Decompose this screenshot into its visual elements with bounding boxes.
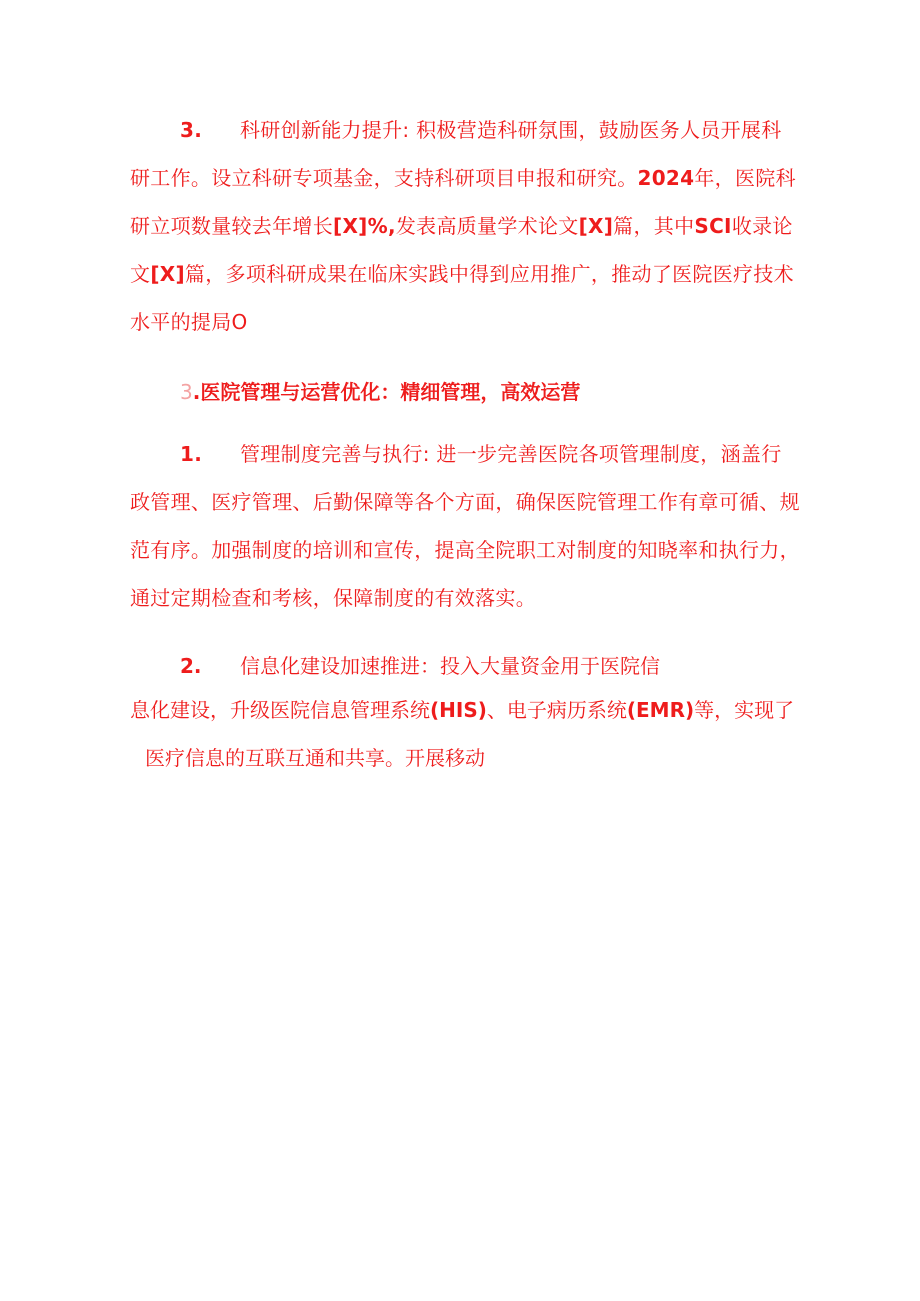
section-heading	[180, 372, 580, 412]
section-number: 3	[180, 380, 193, 404]
paragraph-informatization-line3	[145, 738, 485, 778]
text-segment: 科研创新能力提升: 积极营造科研氛围，鼓励医务人员开展科研工作。设立科研专项基金，支持科研项目申报和研究。	[130, 118, 782, 190]
paragraph-informatization-line2	[130, 690, 794, 730]
line-text: 息化建设，升级医院信息管理系统	[130, 698, 430, 722]
paragraph-text: 管理制度完善与执行: 进一步完善医院各项管理制度，涵盖行政管理、医疗管理、后勤保障等各个方面，确保医院管理工作有章可循、规范有序。加强制度的培训和宣传，提高全院职工对制度的知晓率和执行力，通过定期检查和考核，保障制度的有效落实。	[130, 442, 800, 610]
emr-label: (EMR)	[626, 698, 695, 722]
section-title: .医院管理与运营优化：精细管理，高效运营	[192, 380, 581, 404]
text-segment: 收录论文	[130, 214, 793, 286]
percent-sign: %,	[367, 214, 396, 238]
his-label: (HIS)	[430, 698, 487, 722]
line-text: 、电子病历系统	[486, 698, 627, 722]
item-number: 3.	[180, 118, 203, 142]
paragraph-informatization-line1	[180, 646, 660, 686]
placeholder-value: [X]	[578, 214, 614, 238]
placeholder-value: [X]	[150, 262, 185, 286]
text-segment: 年，医院科研立项数量较去年增长	[130, 166, 796, 238]
sci-label: SCI	[694, 214, 732, 238]
text-segment: 篇，其中	[613, 214, 695, 238]
item-number: 1.	[180, 442, 203, 466]
paragraph-management-system	[130, 430, 800, 622]
text-segment: 发表高质量学术论文	[395, 214, 579, 238]
line-text: 等，实现了	[694, 698, 795, 722]
text-segment: 篇，多项科研成果在临床实践中得到应用推广，推动了医院医疗技术水平的提局O	[130, 262, 794, 334]
line-text: 医疗信息的互联互通和共享。开展移动	[145, 746, 485, 770]
placeholder-value: [X]	[333, 214, 368, 238]
year-value: 2024	[637, 166, 695, 190]
paragraph-research-innovation	[130, 106, 800, 346]
item-number: 2.	[180, 654, 202, 678]
line-text: 信息化建设加速推进：投入大量资金用于医院信	[240, 654, 660, 678]
